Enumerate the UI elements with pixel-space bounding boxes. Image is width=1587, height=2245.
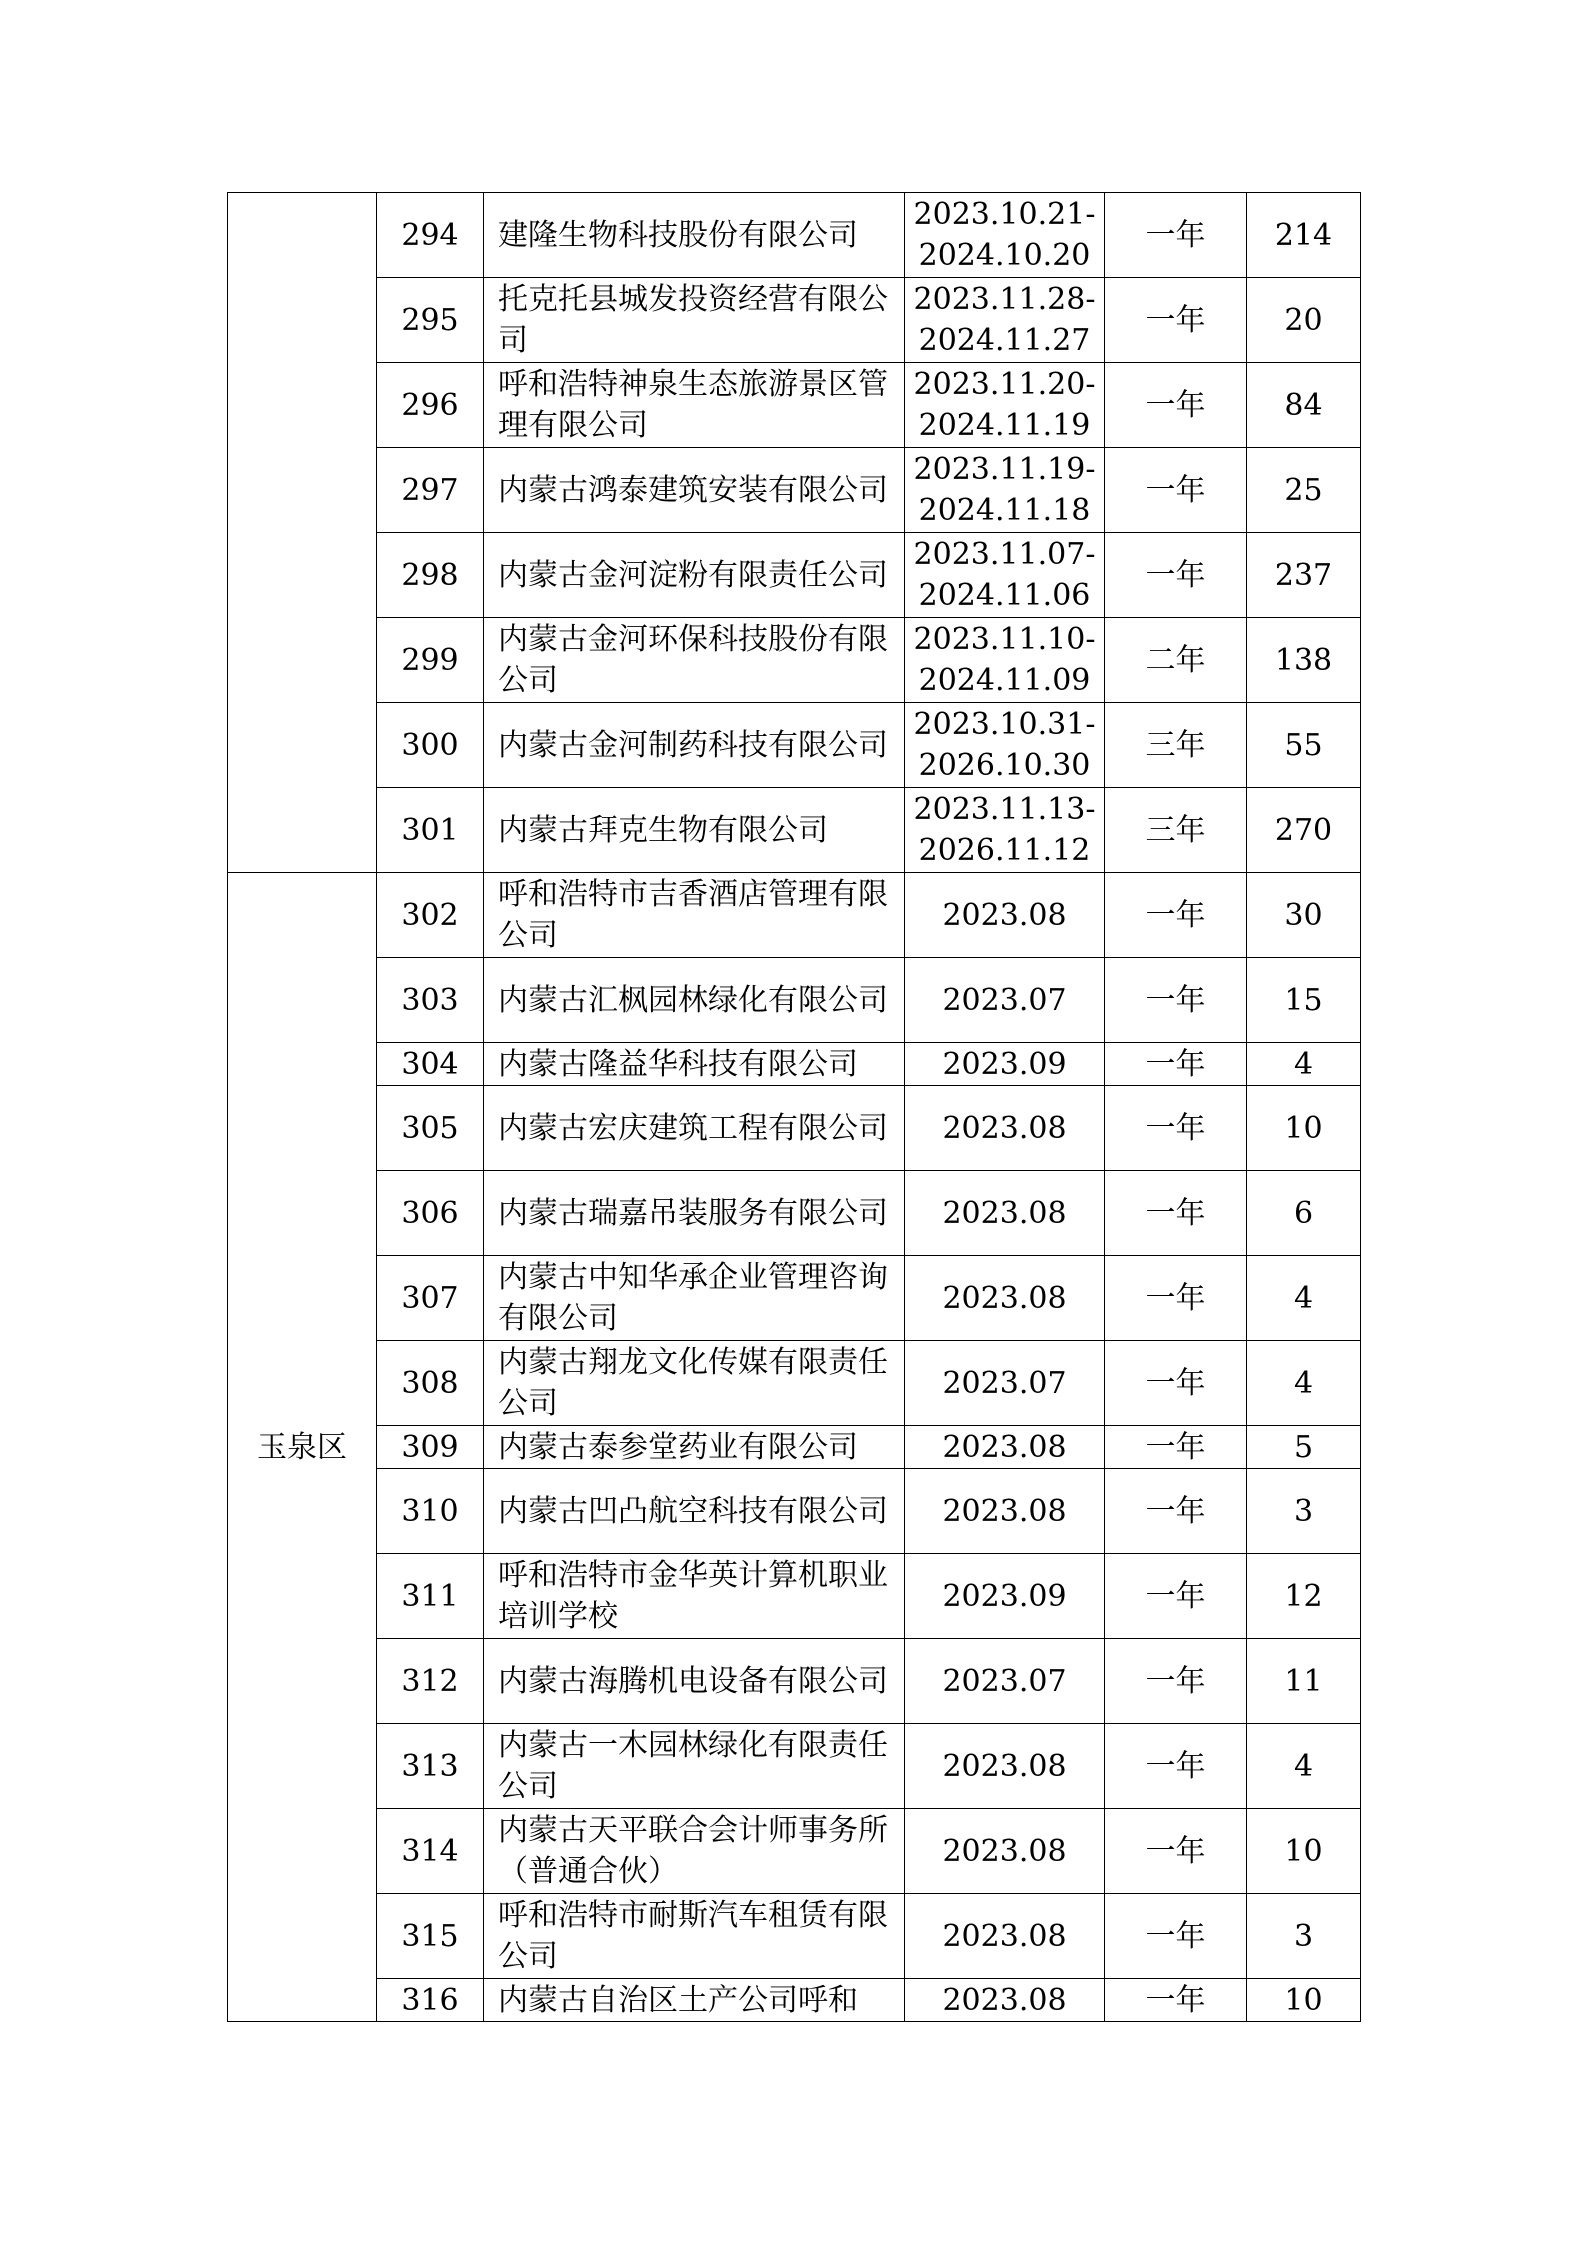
company-name: 呼和浩特市耐斯汽车租赁有限公司 bbox=[484, 1894, 905, 1979]
period-end: 2024.11.18 bbox=[918, 493, 1091, 528]
table-row bbox=[228, 618, 1361, 703]
row-number: 294 bbox=[377, 193, 484, 278]
term-cell: 一年 bbox=[1105, 1171, 1247, 1256]
table-row bbox=[228, 1639, 1361, 1724]
company-name: 建隆生物科技股份有限公司 bbox=[484, 193, 905, 278]
table-row bbox=[228, 1809, 1361, 1894]
company-name: 呼和浩特市金华英计算机职业培训学校 bbox=[484, 1554, 905, 1639]
period-start: 2023.11.28- bbox=[913, 282, 1096, 317]
period-start: 2023.11.20- bbox=[913, 367, 1096, 402]
term-cell: 一年 bbox=[1105, 1256, 1247, 1341]
row-number: 296 bbox=[377, 363, 484, 448]
row-number: 306 bbox=[377, 1171, 484, 1256]
count-cell: 138 bbox=[1247, 618, 1361, 703]
count-cell: 11 bbox=[1247, 1639, 1361, 1724]
row-number: 308 bbox=[377, 1341, 484, 1426]
term-cell: 一年 bbox=[1105, 1469, 1247, 1554]
term-cell: 一年 bbox=[1105, 1086, 1247, 1171]
period-cell: 2023.08 bbox=[905, 1979, 1105, 2022]
company-name: 内蒙古海腾机电设备有限公司 bbox=[484, 1639, 905, 1724]
period-end: 2026.11.12 bbox=[918, 833, 1091, 868]
period-start: 2023.11.13- bbox=[913, 792, 1096, 827]
company-name: 内蒙古自治区土产公司呼和 bbox=[484, 1979, 905, 2022]
table-row bbox=[228, 1979, 1361, 2022]
period-cell bbox=[905, 533, 1105, 618]
period-end: 2024.10.20 bbox=[918, 238, 1091, 273]
count-cell: 20 bbox=[1247, 278, 1361, 363]
period-end: 2024.11.27 bbox=[918, 323, 1091, 358]
company-name: 内蒙古隆益华科技有限公司 bbox=[484, 1043, 905, 1086]
row-number: 310 bbox=[377, 1469, 484, 1554]
period-cell: 2023.08 bbox=[905, 1171, 1105, 1256]
period-cell: 2023.08 bbox=[905, 1724, 1105, 1809]
term-cell: 一年 bbox=[1105, 1809, 1247, 1894]
company-name: 呼和浩特市吉香酒店管理有限公司 bbox=[484, 873, 905, 958]
row-number: 316 bbox=[377, 1979, 484, 2022]
count-cell: 6 bbox=[1247, 1171, 1361, 1256]
term-cell: 一年 bbox=[1105, 193, 1247, 278]
period-cell: 2023.09 bbox=[905, 1043, 1105, 1086]
table-row bbox=[228, 1341, 1361, 1426]
count-cell: 10 bbox=[1247, 1809, 1361, 1894]
period-end: 2024.11.19 bbox=[918, 408, 1091, 443]
term-cell: 二年 bbox=[1105, 618, 1247, 703]
term-cell: 一年 bbox=[1105, 1426, 1247, 1469]
company-name: 内蒙古泰参堂药业有限公司 bbox=[484, 1426, 905, 1469]
term-cell: 一年 bbox=[1105, 1979, 1247, 2022]
period-start: 2023.10.21- bbox=[913, 197, 1096, 232]
row-number: 295 bbox=[377, 278, 484, 363]
term-cell: 一年 bbox=[1105, 1341, 1247, 1426]
count-cell: 3 bbox=[1247, 1469, 1361, 1554]
table-row bbox=[228, 193, 1361, 278]
period-end: 2026.10.30 bbox=[918, 748, 1091, 783]
company-name: 呼和浩特神泉生态旅游景区管理有限公司 bbox=[484, 363, 905, 448]
table-row bbox=[228, 958, 1361, 1043]
row-number: 297 bbox=[377, 448, 484, 533]
term-cell: 一年 bbox=[1105, 1554, 1247, 1639]
term-cell: 一年 bbox=[1105, 873, 1247, 958]
company-name: 内蒙古金河制药科技有限公司 bbox=[484, 703, 905, 788]
count-cell: 237 bbox=[1247, 533, 1361, 618]
count-cell: 5 bbox=[1247, 1426, 1361, 1469]
row-number: 311 bbox=[377, 1554, 484, 1639]
company-name: 内蒙古金河淀粉有限责任公司 bbox=[484, 533, 905, 618]
table-row bbox=[228, 1469, 1361, 1554]
count-cell: 3 bbox=[1247, 1894, 1361, 1979]
table-row bbox=[228, 1426, 1361, 1469]
row-number: 298 bbox=[377, 533, 484, 618]
company-name: 内蒙古拜克生物有限公司 bbox=[484, 788, 905, 873]
company-name: 内蒙古瑞嘉吊装服务有限公司 bbox=[484, 1171, 905, 1256]
row-number: 309 bbox=[377, 1426, 484, 1469]
row-number: 312 bbox=[377, 1639, 484, 1724]
table-row bbox=[228, 873, 1361, 958]
period-cell: 2023.08 bbox=[905, 1894, 1105, 1979]
period-cell bbox=[905, 703, 1105, 788]
count-cell: 4 bbox=[1247, 1043, 1361, 1086]
row-number: 307 bbox=[377, 1256, 484, 1341]
table-row bbox=[228, 1724, 1361, 1809]
company-name: 内蒙古一木园林绿化有限责任公司 bbox=[484, 1724, 905, 1809]
row-number: 313 bbox=[377, 1724, 484, 1809]
count-cell: 270 bbox=[1247, 788, 1361, 873]
count-cell: 15 bbox=[1247, 958, 1361, 1043]
period-start: 2023.11.07- bbox=[913, 537, 1096, 572]
district-cell: 玉泉区 bbox=[228, 873, 377, 2022]
table-row bbox=[228, 703, 1361, 788]
period-cell: 2023.07 bbox=[905, 958, 1105, 1043]
company-name: 内蒙古翔龙文化传媒有限责任公司 bbox=[484, 1341, 905, 1426]
period-start: 2023.11.10- bbox=[913, 622, 1096, 657]
row-number: 303 bbox=[377, 958, 484, 1043]
period-start: 2023.10.31- bbox=[913, 707, 1096, 742]
term-cell: 一年 bbox=[1105, 1894, 1247, 1979]
count-cell: 10 bbox=[1247, 1086, 1361, 1171]
row-number: 315 bbox=[377, 1894, 484, 1979]
table-row bbox=[228, 1171, 1361, 1256]
period-end: 2024.11.06 bbox=[918, 578, 1091, 613]
term-cell: 三年 bbox=[1105, 703, 1247, 788]
period-start: 2023.11.19- bbox=[913, 452, 1096, 487]
district-cell bbox=[228, 193, 377, 873]
count-cell: 12 bbox=[1247, 1554, 1361, 1639]
count-cell: 4 bbox=[1247, 1724, 1361, 1809]
company-name: 内蒙古鸿泰建筑安装有限公司 bbox=[484, 448, 905, 533]
enterprise-table bbox=[227, 192, 1361, 2022]
period-cell bbox=[905, 788, 1105, 873]
term-cell: 一年 bbox=[1105, 1043, 1247, 1086]
term-cell: 一年 bbox=[1105, 533, 1247, 618]
company-name: 内蒙古汇枫园林绿化有限公司 bbox=[484, 958, 905, 1043]
period-cell bbox=[905, 448, 1105, 533]
table-row bbox=[228, 1256, 1361, 1341]
row-number: 305 bbox=[377, 1086, 484, 1171]
period-end: 2024.11.09 bbox=[918, 663, 1091, 698]
period-cell bbox=[905, 193, 1105, 278]
count-cell: 214 bbox=[1247, 193, 1361, 278]
row-number: 299 bbox=[377, 618, 484, 703]
table-row bbox=[228, 1554, 1361, 1639]
company-name: 内蒙古宏庆建筑工程有限公司 bbox=[484, 1086, 905, 1171]
company-name: 内蒙古金河环保科技股份有限公司 bbox=[484, 618, 905, 703]
table-row bbox=[228, 278, 1361, 363]
company-name: 内蒙古凹凸航空科技有限公司 bbox=[484, 1469, 905, 1554]
count-cell: 4 bbox=[1247, 1341, 1361, 1426]
term-cell: 一年 bbox=[1105, 278, 1247, 363]
table-row bbox=[228, 1894, 1361, 1979]
term-cell: 一年 bbox=[1105, 1639, 1247, 1724]
company-name: 内蒙古中知华承企业管理咨询有限公司 bbox=[484, 1256, 905, 1341]
period-cell: 2023.08 bbox=[905, 1426, 1105, 1469]
count-cell: 30 bbox=[1247, 873, 1361, 958]
table-row bbox=[228, 533, 1361, 618]
table-row bbox=[228, 363, 1361, 448]
term-cell: 三年 bbox=[1105, 788, 1247, 873]
table-row bbox=[228, 1043, 1361, 1086]
period-cell: 2023.08 bbox=[905, 873, 1105, 958]
term-cell: 一年 bbox=[1105, 1724, 1247, 1809]
table-row bbox=[228, 1086, 1361, 1171]
period-cell: 2023.07 bbox=[905, 1341, 1105, 1426]
period-cell bbox=[905, 618, 1105, 703]
period-cell bbox=[905, 278, 1105, 363]
period-cell bbox=[905, 363, 1105, 448]
period-cell: 2023.08 bbox=[905, 1469, 1105, 1554]
table-row bbox=[228, 788, 1361, 873]
count-cell: 84 bbox=[1247, 363, 1361, 448]
count-cell: 55 bbox=[1247, 703, 1361, 788]
company-name: 内蒙古天平联合会计师事务所（普通合伙） bbox=[484, 1809, 905, 1894]
count-cell: 4 bbox=[1247, 1256, 1361, 1341]
row-number: 300 bbox=[377, 703, 484, 788]
row-number: 301 bbox=[377, 788, 484, 873]
term-cell: 一年 bbox=[1105, 958, 1247, 1043]
period-cell: 2023.07 bbox=[905, 1639, 1105, 1724]
period-cell: 2023.08 bbox=[905, 1086, 1105, 1171]
term-cell: 一年 bbox=[1105, 363, 1247, 448]
row-number: 314 bbox=[377, 1809, 484, 1894]
period-cell: 2023.09 bbox=[905, 1554, 1105, 1639]
row-number: 304 bbox=[377, 1043, 484, 1086]
period-cell: 2023.08 bbox=[905, 1256, 1105, 1341]
count-cell: 25 bbox=[1247, 448, 1361, 533]
row-number: 302 bbox=[377, 873, 484, 958]
count-cell: 10 bbox=[1247, 1979, 1361, 2022]
company-name: 托克托县城发投资经营有限公司 bbox=[484, 278, 905, 363]
term-cell: 一年 bbox=[1105, 448, 1247, 533]
table-row bbox=[228, 448, 1361, 533]
period-cell: 2023.08 bbox=[905, 1809, 1105, 1894]
